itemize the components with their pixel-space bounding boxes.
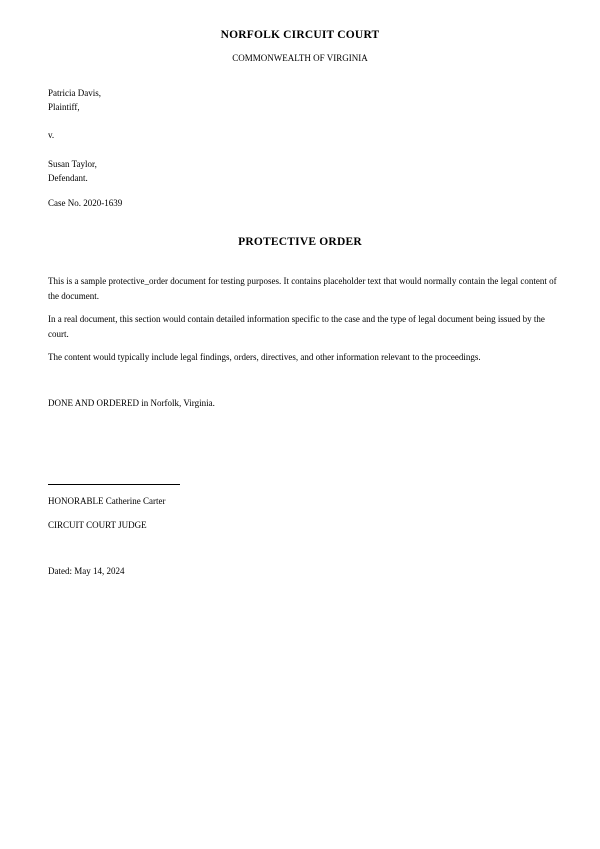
body-paragraph-2: In a real document, this section would contain detailed information specific to the case and the type of legal document being issued by the court. <box>48 314 545 339</box>
body-paragraph-1: This is a sample protective_order document for testing purposes. It contains placeholder text that would normally contain the legal content of the document. <box>48 276 557 301</box>
case-number: Case No. 2020-1639 <box>48 198 123 208</box>
judge-title: CIRCUIT COURT JUDGE <box>48 520 147 530</box>
jurisdiction: COMMONWEALTH OF VIRGINIA <box>232 53 368 63</box>
dated: Dated: May 14, 2024 <box>48 566 125 576</box>
done-and-ordered: DONE AND ORDERED in Norfolk, Virginia. <box>48 398 215 408</box>
defendant-name: Susan Taylor, <box>48 159 97 169</box>
plaintiff-name: Patricia Davis, <box>48 88 101 98</box>
body-paragraph-3: The content would typically include legal findings, orders, directives, and other information relevant to the proceedings. <box>48 352 481 362</box>
plaintiff-label: Plaintiff, <box>48 102 80 112</box>
defendant-label: Defendant. <box>48 173 88 183</box>
document-title: PROTECTIVE ORDER <box>238 236 362 248</box>
judge-name: HONORABLE Catherine Carter <box>48 496 166 506</box>
versus: v. <box>48 130 55 140</box>
court-name: NORFOLK CIRCUIT COURT <box>220 29 380 41</box>
signature-line <box>48 484 180 485</box>
